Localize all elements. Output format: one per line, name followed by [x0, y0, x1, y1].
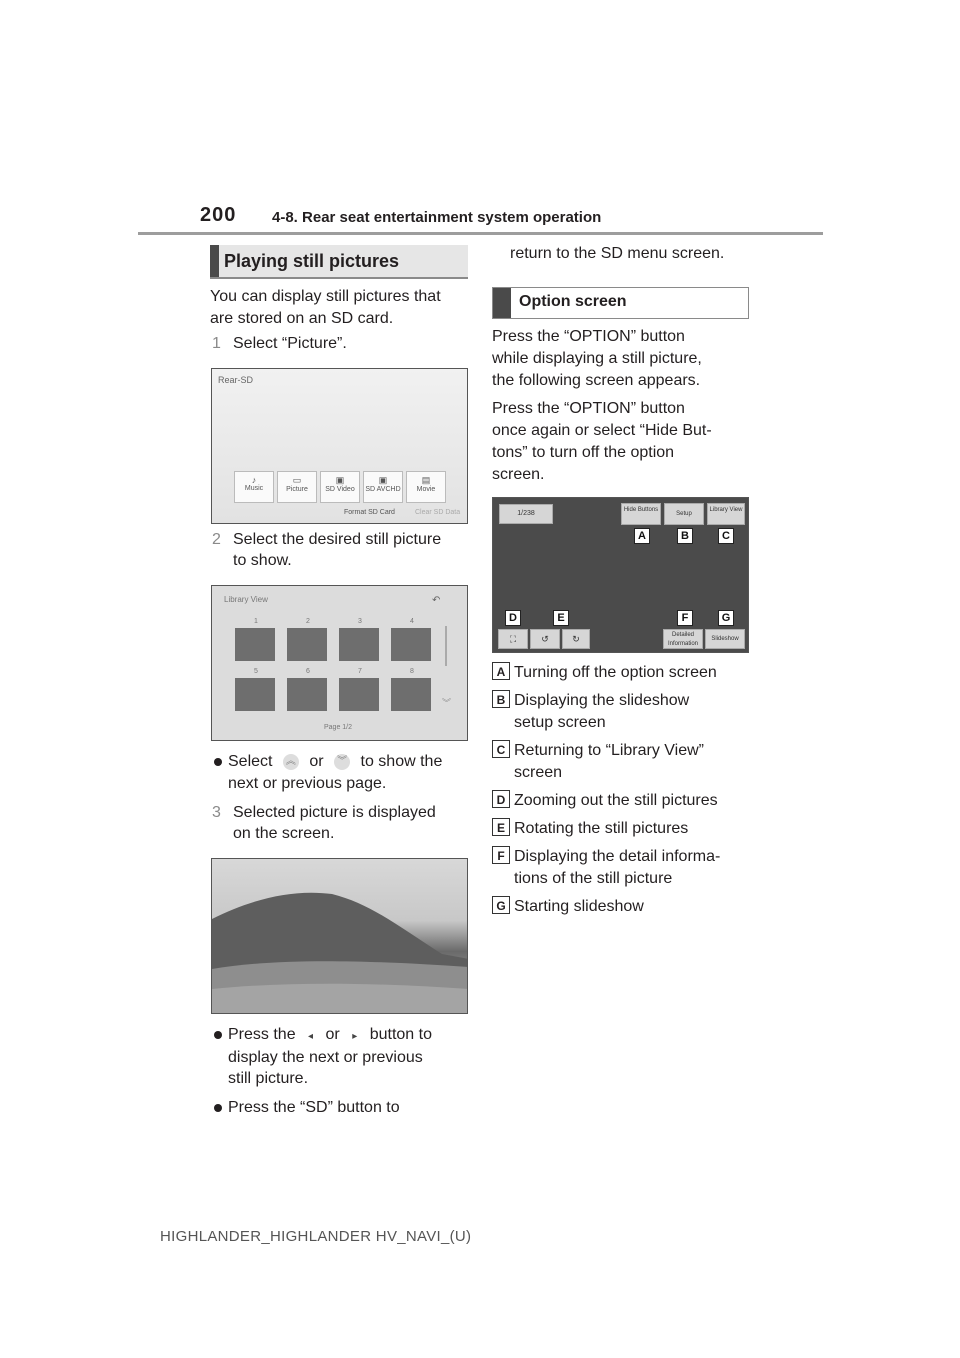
screen-title: Library View — [224, 595, 268, 604]
thumb-num: 2 — [306, 618, 310, 625]
callout-a: A — [634, 528, 650, 544]
step-2-number: 2 — [212, 531, 221, 548]
thumbnail — [339, 628, 379, 661]
thumb-num: 8 — [410, 668, 414, 675]
heading-bar — [210, 245, 219, 277]
zoom-out-icon: ⛶ — [498, 629, 528, 649]
continued-text: return to the SD menu screen. — [510, 245, 725, 262]
library-view-button: Library View — [707, 503, 745, 525]
bullet-sd-button: Press the “SD” button to — [228, 1097, 400, 1119]
slideshow-button: Slideshow — [705, 629, 745, 649]
p2-line-1: Press the “OPTION” button — [492, 400, 685, 417]
picture-icon: ▭ — [292, 475, 302, 485]
thumb-num: 1 — [254, 618, 258, 625]
key-g-text: Starting slideshow — [514, 898, 644, 915]
bullet-select-page: Select ︽ or ︾ to show the — [228, 751, 442, 773]
thumbnail — [287, 628, 327, 661]
heading-text: Playing still pictures — [224, 251, 400, 271]
step-3-number: 3 — [212, 804, 221, 821]
counter-box: 1/238 — [499, 504, 553, 524]
thumbnail — [391, 678, 431, 711]
step-2-line-1: Select the desired still picture — [233, 531, 442, 548]
p2-line-3: tons” to turn off the option — [492, 444, 675, 461]
sd-video-tile: ▣ SD Video — [320, 471, 360, 503]
callout-c: C — [718, 528, 734, 544]
thumbnail — [235, 678, 275, 711]
key-f: F — [492, 846, 510, 864]
thumb-num: 4 — [410, 618, 414, 625]
landscape-image — [212, 859, 468, 1014]
thumb-num: 3 — [358, 618, 362, 625]
key-g: G — [492, 896, 510, 914]
sd-avchd-tile: ▣ SD AVCHD — [363, 471, 403, 503]
key-e-text: Rotating the still pictures — [514, 820, 689, 837]
option-heading — [492, 287, 749, 319]
thumbnail — [391, 628, 431, 661]
hide-buttons-button: Hide Buttons — [621, 503, 661, 525]
callout-b: B — [677, 528, 693, 544]
chevron-down-icon: ︾ — [442, 698, 452, 708]
key-b: B — [492, 690, 510, 708]
sd-menu-screenshot — [211, 368, 468, 524]
movie-icon: ▤ — [421, 475, 431, 485]
key-f-text: Displaying the detail informa- — [514, 848, 721, 865]
music-tile: ♪ Music — [234, 471, 274, 503]
callout-f: F — [677, 610, 693, 626]
format-sd-label: Format SD Card — [344, 509, 395, 516]
setup-button: Setup — [664, 503, 704, 525]
bullet-2-line-2: display the next or previous — [228, 1049, 423, 1066]
key-e: E — [492, 818, 510, 836]
rotate-right-icon: ↻ — [562, 629, 590, 649]
video-icon: ▣ — [335, 475, 345, 485]
p1-line-3: the following screen appears. — [492, 372, 701, 389]
thumbnail — [287, 678, 327, 711]
callout-d: D — [505, 610, 521, 626]
library-view-screenshot — [211, 585, 468, 741]
screen-title: Rear-SD — [218, 375, 254, 385]
key-a-text: Turning off the option screen — [514, 664, 717, 681]
key-c-text: Returning to “Library View” — [514, 742, 705, 759]
picture-tile: ▭ Picture — [277, 471, 317, 503]
option-screenshot — [492, 497, 749, 653]
step-3-line-1: Selected picture is displayed — [233, 804, 436, 821]
option-heading-text: Option screen — [519, 293, 627, 310]
key-d: D — [492, 790, 510, 808]
step-2-line-2: to show. — [233, 552, 292, 569]
page-number: 200 — [200, 204, 237, 226]
thumbnail — [339, 678, 379, 711]
key-c-text-2: screen — [514, 764, 563, 781]
thumbnail — [235, 628, 275, 661]
detailed-information-button: Detailed Information — [663, 629, 703, 649]
avchd-icon: ▣ — [378, 475, 388, 485]
movie-tile: ▤ Movie — [406, 471, 446, 503]
section-heading — [210, 245, 468, 279]
step-3-line-2: on the screen. — [233, 825, 335, 842]
chevron-down-icon: ︾ — [334, 754, 350, 770]
intro-line-1: You can display still pictures that — [210, 288, 441, 305]
bullet-prev-next: Press the ◂ or ▸ button to — [228, 1024, 432, 1048]
chevron-up-icon: ︽ — [283, 754, 299, 770]
section-title: 4-8. Rear seat entertainment system operation — [272, 209, 602, 226]
step-1-number: 1 — [212, 335, 221, 352]
heading-bar — [493, 288, 511, 318]
callout-e: E — [553, 610, 569, 626]
scrollbar — [445, 626, 447, 666]
p2-line-4: screen. — [492, 466, 545, 483]
p1-line-2: while displaying a still picture, — [492, 350, 702, 367]
p2-line-2: once again or select “Hide But- — [492, 422, 712, 439]
key-a: A — [492, 662, 510, 680]
triangle-right-icon: ▸ — [352, 1031, 358, 1042]
callout-g: G — [718, 610, 734, 626]
bullet-1-line-2: next or previous page. — [228, 775, 387, 792]
back-icon: ↶ — [432, 595, 441, 606]
footer-model: HIGHLANDER_HIGHLANDER HV_NAVI_(U) — [160, 1228, 472, 1245]
thumb-num: 7 — [358, 668, 362, 675]
step-1-text: Select “Picture”. — [233, 335, 347, 352]
bullet-2-line-3: still picture. — [228, 1070, 309, 1087]
page-indicator: Page 1/2 — [324, 724, 353, 731]
key-f-text-2: tions of the still picture — [514, 870, 673, 887]
thumb-num: 6 — [306, 668, 310, 675]
music-icon: ♪ — [251, 475, 257, 485]
clear-sd-label: Clear SD Data — [415, 509, 461, 516]
rotate-left-icon: ↺ — [530, 629, 560, 649]
triangle-left-icon: ◂ — [308, 1031, 314, 1042]
still-picture-screenshot — [211, 858, 468, 1014]
key-d-text: Zooming out the still pictures — [514, 792, 718, 809]
intro-line-2: are stored on an SD card. — [210, 310, 394, 327]
header-rule — [138, 232, 823, 235]
p1-line-1: Press the “OPTION” button — [492, 328, 685, 345]
key-c: C — [492, 740, 510, 758]
thumb-num: 5 — [254, 668, 258, 675]
key-b-text: Displaying the slideshow — [514, 692, 690, 709]
key-b-text-2: setup screen — [514, 714, 606, 731]
